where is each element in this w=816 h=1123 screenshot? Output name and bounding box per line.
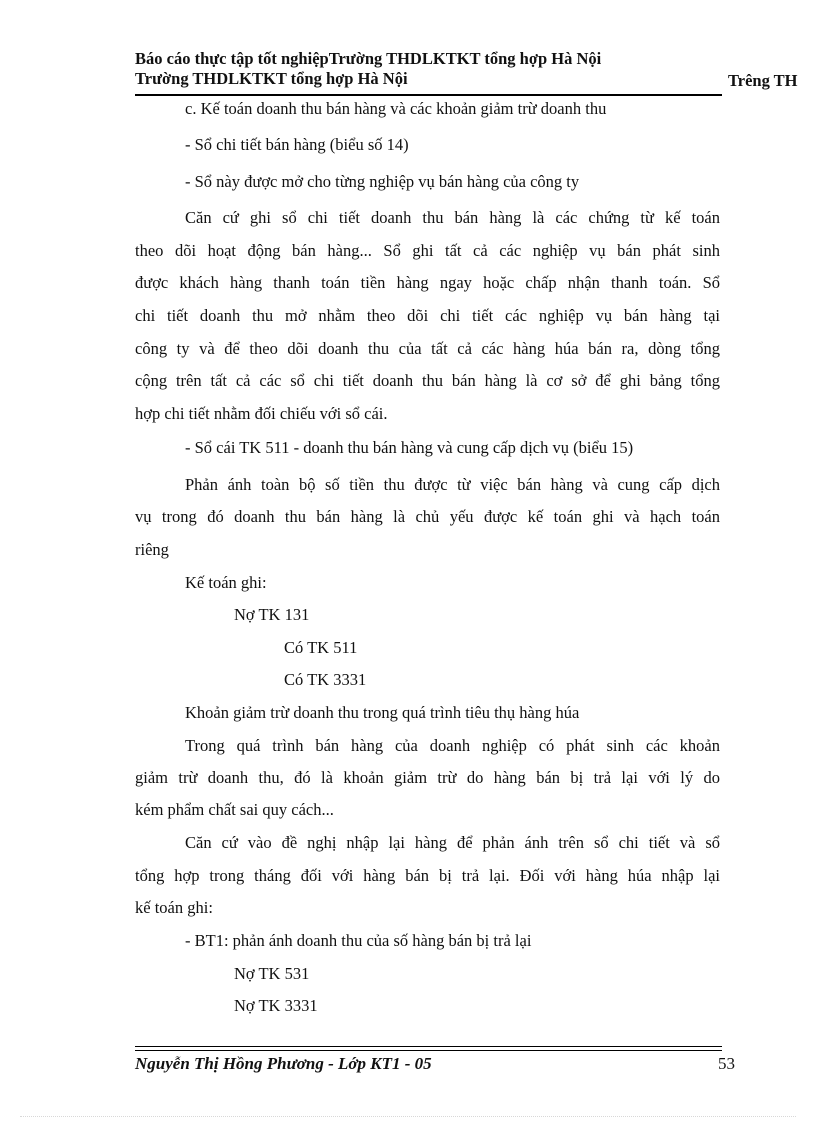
bullet-line: - Sổ này được mở cho từng nghiệp vụ bán hàng của công ty [185, 172, 580, 191]
journal-debit: Nợ TK 531 [234, 964, 310, 983]
header-overflow-text: Trêng TH [728, 71, 798, 90]
paragraph-line: Căn cứ vào đề nghị nhập lại hàng để phản ánh trên sổ chi tiết và sổ [185, 833, 720, 852]
paragraph-line: Căn cứ ghi sổ chi tiết doanh thu bán hàng là các chứng từ kế toán [185, 208, 720, 227]
paragraph-line: chi tiết doanh thu mở nhằm theo dõi chi tiết các nghiệp vụ bán hàng tại [135, 306, 720, 325]
paragraph-line: Trong quá trình bán hàng của doanh nghiệp có phát sinh các khoản [185, 736, 720, 755]
bullet-line: - Sổ chi tiết bán hàng (biểu số 14) [185, 135, 409, 154]
entry-heading: Kế toán ghi: [185, 573, 267, 592]
paragraph-line: theo dõi hoạt động bán hàng... Sổ ghi tất cả các nghiệp vụ bán phát sinh [135, 241, 720, 260]
header-title-line-2: Trường THDLKTKT tổng hợp Hà Nội [135, 69, 408, 88]
header-divider [135, 94, 722, 96]
bullet-line: - BT1: phản ánh doanh thu của số hàng bán bị trả lại [185, 931, 532, 950]
paragraph-line: giảm trừ doanh thu, đó là khoản giảm trừ do hàng bán bị trả lại với lý do [135, 768, 720, 787]
paragraph-line: Khoản giảm trừ doanh thu trong quá trình tiêu thụ hàng húa [185, 703, 580, 722]
page-bottom-edge [20, 1116, 796, 1117]
section-heading: c. Kế toán doanh thu bán hàng và các khoản giảm trừ doanh thu [185, 99, 607, 118]
paragraph-line: được khách hàng thanh toán tiền hàng ngay hoặc chấp nhận thanh toán. Sổ [135, 273, 720, 292]
journal-credit: Có TK 511 [284, 638, 358, 657]
footer-divider [135, 1050, 722, 1051]
paragraph-line: hợp chi tiết nhằm đối chiếu với sổ cái. [135, 404, 388, 423]
paragraph-line: kế toán ghi: [135, 898, 213, 917]
paragraph-line: vụ trong đó doanh thu bán hàng là chủ yếu được kế toán ghi và hạch toán [135, 507, 720, 526]
header-title-line-1: Báo cáo thực tập tốt nghiệpTrường THDLKTKT tổng hợp Hà Nội [135, 49, 602, 68]
paragraph-line: công ty và để theo dõi doanh thu của tất cả các hàng húa bán ra, dòng tổng [135, 339, 720, 358]
journal-debit: Nợ TK 3331 [234, 996, 318, 1015]
footer-author: Nguyễn Thị Hồng Phương - Lớp KT1 - 05 [135, 1054, 432, 1073]
paragraph-line: kém phẩm chất sai quy cách... [135, 800, 334, 819]
paragraph-line: cộng trên tất cả các sổ chi tiết doanh thu bán hàng là cơ sở để ghi bảng tổng [135, 371, 720, 390]
journal-credit: Có TK 3331 [284, 670, 367, 689]
footer-divider [135, 1046, 722, 1047]
page-number: 53 [718, 1054, 735, 1073]
page-header [135, 49, 721, 89]
journal-debit: Nợ TK 131 [234, 605, 310, 624]
paragraph-line: riêng [135, 540, 169, 559]
paragraph-line: tổng hợp trong tháng đối với hàng bán bị trả lại. Đối với hàng húa nhập lại [135, 866, 720, 885]
bullet-line: - Sổ cái TK 511 - doanh thu bán hàng và cung cấp dịch vụ (biểu 15) [185, 438, 634, 457]
paragraph-line: Phản ánh toàn bộ số tiền thu được từ việc bán hàng và cung cấp dịch [185, 475, 720, 494]
